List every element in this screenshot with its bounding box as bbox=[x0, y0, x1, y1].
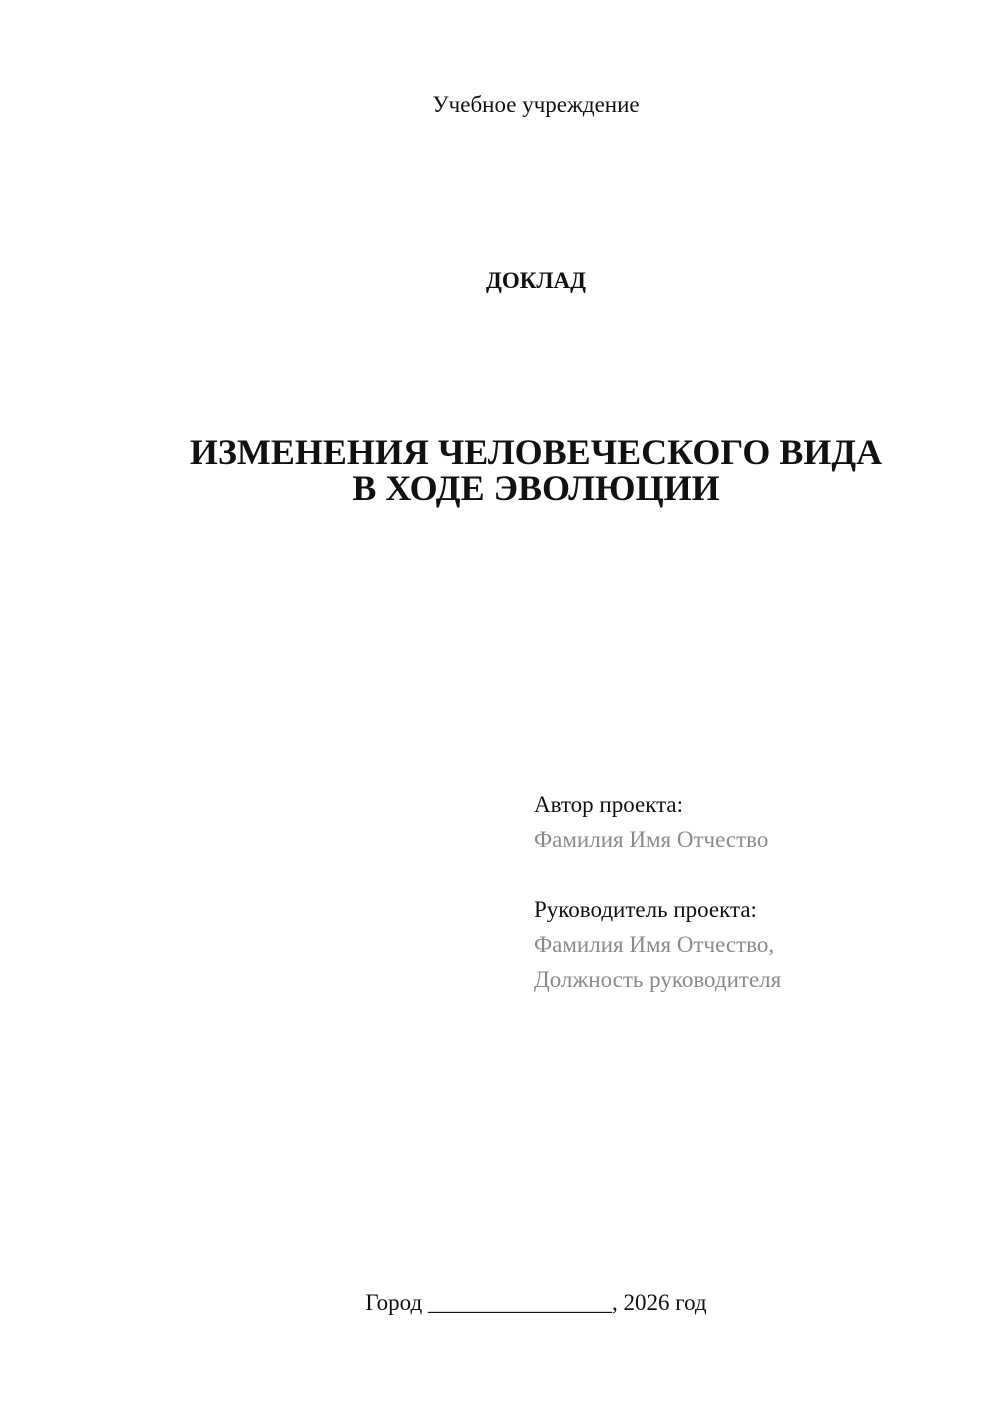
document-title bbox=[0, 434, 1000, 506]
author-label: Автор проекта: bbox=[534, 792, 683, 817]
credits-block bbox=[534, 787, 781, 997]
credits-spacer bbox=[534, 857, 781, 892]
supervisor-label: Руководитель проекта: bbox=[534, 897, 757, 922]
supervisor-name: Фамилия Имя Отчество, bbox=[534, 932, 775, 957]
document-title-line-1: ИЗМЕНЕНИЯ ЧЕЛОВЕЧЕСКОГО ВИДА bbox=[189, 432, 883, 472]
author-name: Фамилия Имя Отчество bbox=[534, 827, 769, 852]
document-title-line-2: В ХОДЕ ЭВОЛЮЦИИ bbox=[352, 468, 720, 508]
institution-name: Учебное учреждение bbox=[432, 92, 640, 117]
supervisor-position: Должность руководителя bbox=[534, 967, 782, 992]
city-year-line: Город ________________, 2026 год bbox=[365, 1290, 707, 1315]
document-type: ДОКЛАД bbox=[486, 268, 586, 293]
